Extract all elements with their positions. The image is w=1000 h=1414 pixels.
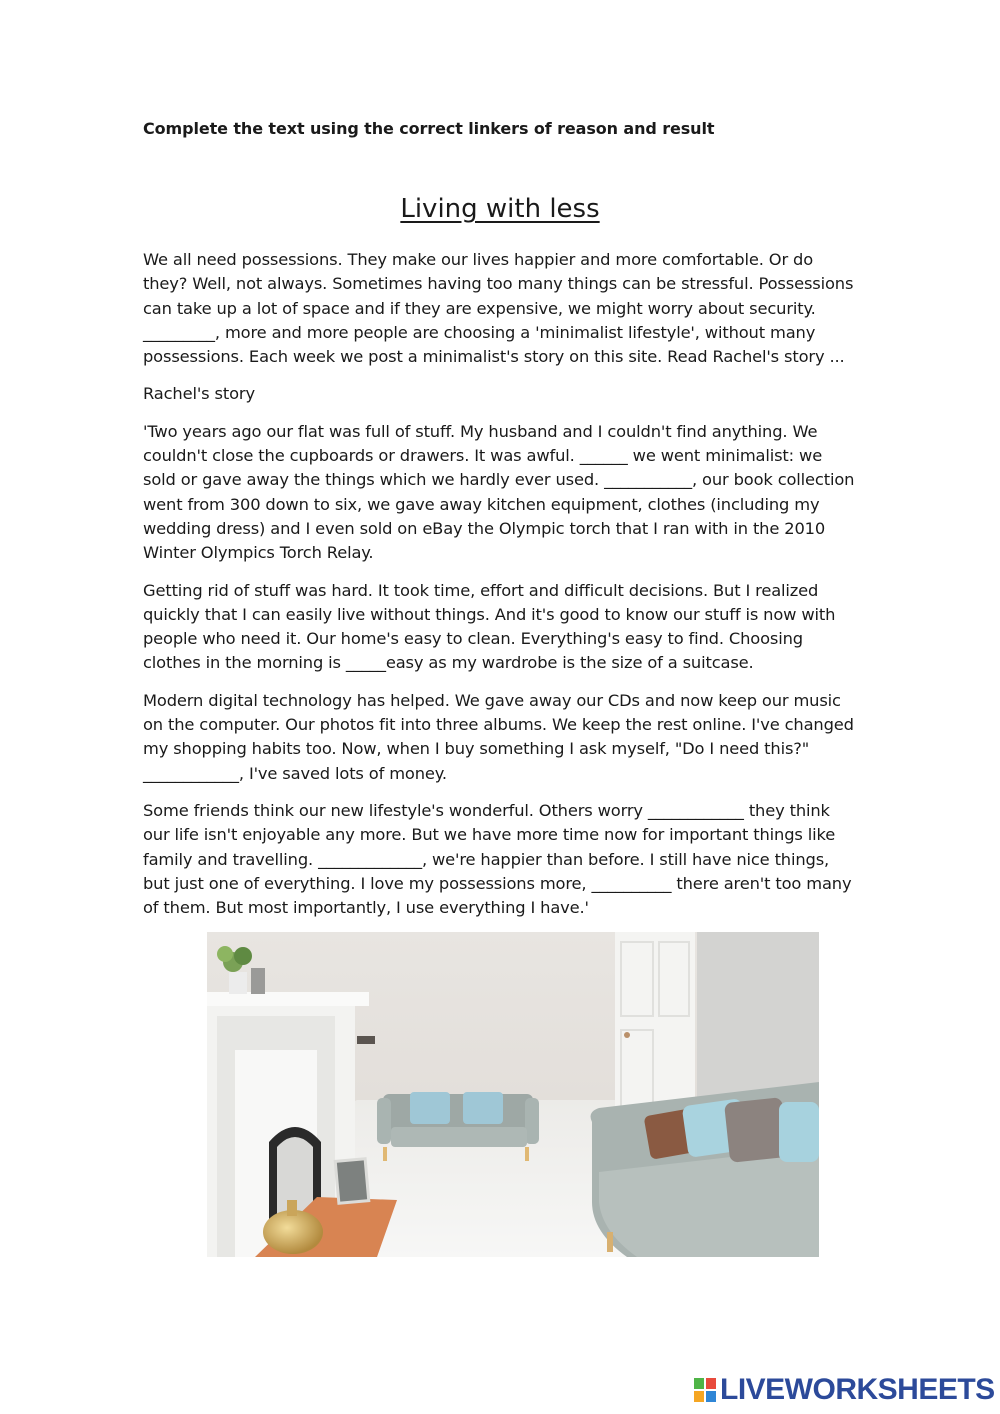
paragraph-subheading: Rachel's story (143, 384, 255, 404)
story-text (143, 248, 859, 933)
paragraph-intro: We all need possessions. They make our lives happier and more comfortable. Or do they? Well, not always. Sometimes having too many things can be stressful. Possessions can take up a lot of space and if they are expensive, we might worry about security. _________, more and more people are choosing a 'minimalist lifestyle', without many possessions. Each week we post a minimalist's story on this site. Read Rachel's story ... (143, 250, 854, 367)
liveworksheets-logo-text: LIVEWORKSHEETS (720, 1373, 995, 1406)
paragraph-story-1: 'Two years ago our flat was full of stuff. My husband and I couldn't find anything. We couldn't close the cupboards or drawers. It was awful. ______ we went minimalist: we sold or gave away the things which we hardly ever used. ___________, our book collection went from 300 down to six, we gave away kitchen equipment, clothes (including my wedding dress) and I even sold on eBay the Olympic torch that I ran with in the 2010 Winter Olympics Torch Relay. (143, 421, 855, 563)
instruction-heading: Complete the text using the correct linkers of reason and result (143, 119, 715, 138)
paragraph-story-2: Getting rid of stuff was hard. It took time, effort and difficult decisions. But I realized quickly that I can easily live without things. And it's good to know our stuff is now with people who need it. Our home's easy to clean. Everything's easy to find. Choosing clothes in the morning is _____easy as my wardrobe is the size of a suitcase. (143, 580, 836, 673)
liveworksheets-logo (694, 1374, 995, 1406)
living-room-photo (207, 932, 819, 1257)
liveworksheets-logo-icon (694, 1378, 716, 1402)
paragraph-story-3: Modern digital technology has helped. We gave away our CDs and now keep our music on the computer. Our photos fit into three albums. We keep the rest online. I've changed my shopping habits too. Now, when I buy something I ask myself, "Do I need this?" ____________, I've saved lots of money. (143, 690, 854, 783)
paragraph-story-4: Some friends think our new lifestyle's wonderful. Others worry ____________ they think our life isn't enjoyable any more. But we have more time now for important things like family and travelling. _____________, we're happier than before. I still have nice things, but just one of everything. I love my possessions more, __________ there aren't too many of them. But most importantly, I use everything I have.' (143, 800, 852, 918)
worksheet-title: Living with less (400, 194, 600, 224)
